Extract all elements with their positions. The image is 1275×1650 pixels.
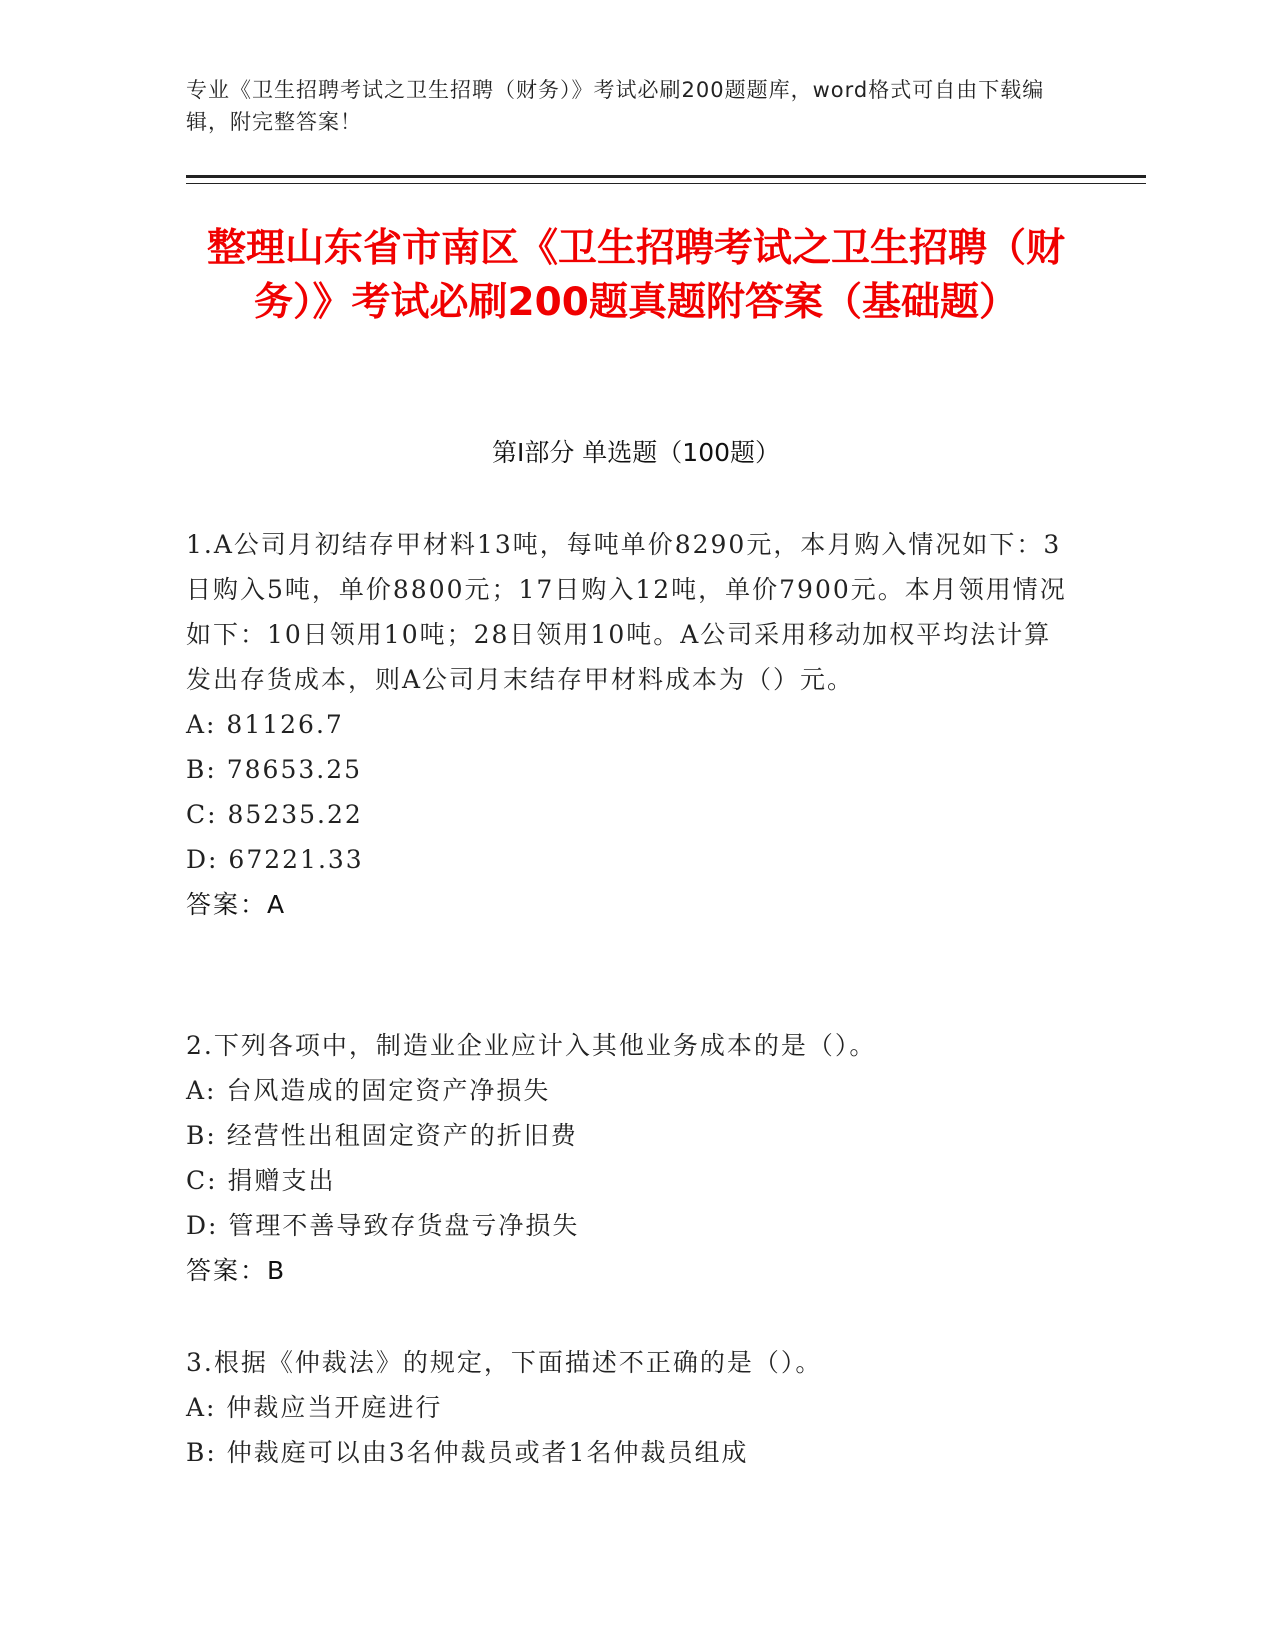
option-a: A: 81126.7 xyxy=(186,710,344,739)
question-stem: 3.根据《仲裁法》的规定，下面描述不正确的是（）。 xyxy=(186,1348,823,1377)
question-3 xyxy=(186,1340,1076,1475)
section-title: 第I部分 单选题（100题） xyxy=(491,438,781,467)
document-title: 整理山东省市南区《卫生招聘考试之卫生招聘（财务）》考试必刷200题真题附答案（基础题） xyxy=(206,226,1065,325)
option-a: A: 仲裁应当开庭进行 xyxy=(186,1393,443,1422)
header-note: 专业《卫生招聘考试之卫生招聘（财务）》考试必刷200题题库，word格式可自由下载编辑，附完整答案！ xyxy=(186,78,1045,134)
option-b: B: 仲裁庭可以由3名仲裁员或者1名仲裁员组成 xyxy=(186,1438,749,1467)
option-c: C: 85235.22 xyxy=(186,800,363,829)
option-c: C: 捐赠支出 xyxy=(186,1166,336,1195)
option-d: D: 管理不善导致存货盘亏净损失 xyxy=(186,1211,580,1240)
option-b: B: 78653.25 xyxy=(186,755,363,784)
option-b: B: 经营性出租固定资产的折旧费 xyxy=(186,1121,578,1150)
question-1 xyxy=(186,522,1076,927)
answer-line: 答案：A xyxy=(186,890,287,919)
header-divider-thin xyxy=(186,183,1146,184)
option-a: A: 台风造成的固定资产净损失 xyxy=(186,1076,551,1105)
answer-line: 答案：B xyxy=(186,1256,287,1285)
question-stem: 1.A公司月初结存甲材料13吨，每吨单价8290元，本月购入情况如下：3日购入5吨，单价8800元；17日购入12吨，单价7900元。本月领用情况如下：10日领用10吨；28日领用10吨。A公司采用移动加权平均法计算发出存货成本，则A公司月末结存甲材料成本为（）元。 xyxy=(186,530,1067,694)
question-stem: 2.下列各项中，制造业企业应计入其他业务成本的是（）。 xyxy=(186,1031,877,1060)
option-d: D: 67221.33 xyxy=(186,845,364,874)
question-2 xyxy=(186,1023,1076,1293)
header-divider-thick xyxy=(186,175,1146,178)
